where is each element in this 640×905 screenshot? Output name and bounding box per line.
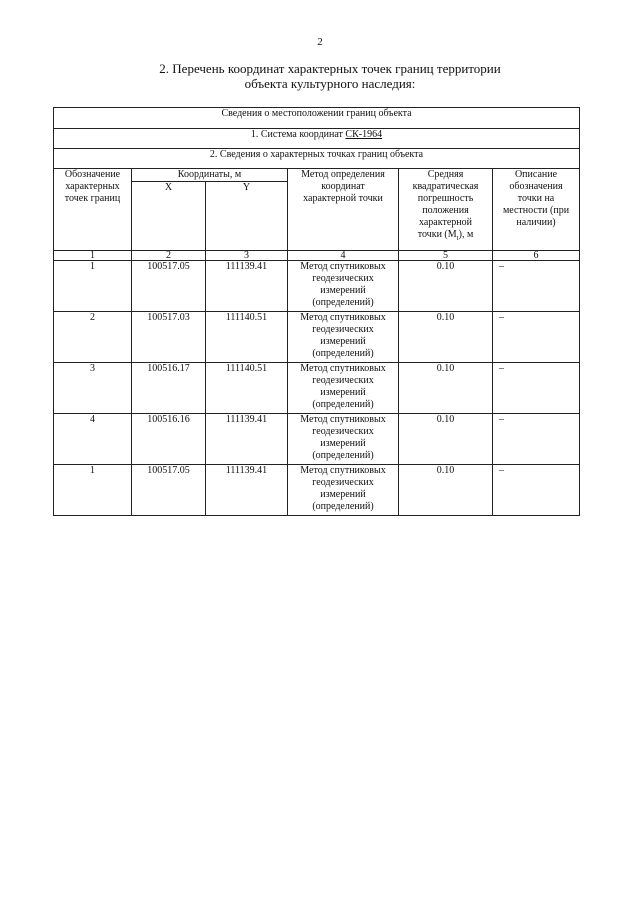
document-title-line-1: 2. Перечень координат характерных точек границ территории bbox=[159, 61, 501, 76]
table-row bbox=[54, 414, 580, 465]
cell-description: – bbox=[493, 363, 580, 414]
method-line: Метод спутниковых bbox=[300, 363, 386, 374]
header-method-line: характерной точки bbox=[303, 193, 383, 204]
header-error-line bbox=[401, 229, 490, 244]
cell-y: 111139.41 bbox=[206, 414, 288, 465]
method-line: геодезических bbox=[312, 426, 374, 437]
method-line: (определений) bbox=[312, 297, 374, 308]
cell-y: 111140.51 bbox=[206, 363, 288, 414]
cell-x: 100516.17 bbox=[132, 363, 206, 414]
header-error-line: Средняя bbox=[427, 169, 464, 180]
cell-y: 111140.51 bbox=[206, 312, 288, 363]
cell-y: 111139.41 bbox=[206, 261, 288, 312]
table-row bbox=[54, 465, 580, 516]
header-description-line: наличии) bbox=[516, 217, 556, 228]
document-title bbox=[120, 61, 540, 91]
header-designation-line: Обозначение bbox=[64, 169, 121, 180]
header-description bbox=[493, 169, 580, 251]
cell-point: 3 bbox=[54, 363, 132, 414]
header-error-text: ), м bbox=[458, 229, 474, 240]
column-number: 4 bbox=[288, 251, 399, 261]
header-method bbox=[288, 169, 399, 251]
header-error bbox=[399, 169, 493, 251]
header-designation-line: характерных bbox=[65, 181, 120, 192]
header-error-text: точки (M bbox=[417, 229, 457, 240]
cell-x: 100516.16 bbox=[132, 414, 206, 465]
coordinates-table bbox=[53, 107, 580, 516]
header-error-line: положения bbox=[422, 205, 469, 216]
method-line: измерений bbox=[320, 336, 366, 347]
header-coordinates: Координаты, м bbox=[132, 169, 288, 182]
page-number: 2 bbox=[317, 36, 323, 48]
header-error-line: погрешность bbox=[417, 193, 474, 204]
header-error-line: характерной bbox=[419, 217, 472, 228]
cell-x: 100517.03 bbox=[132, 312, 206, 363]
method-line: геодезических bbox=[312, 324, 374, 335]
cell-method bbox=[288, 465, 399, 516]
cell-point: 1 bbox=[54, 465, 132, 516]
method-line: (определений) bbox=[312, 501, 374, 512]
header-description-line: обозначения bbox=[509, 181, 563, 192]
coordinate-system-value: СК-1964 bbox=[345, 129, 383, 140]
method-line: Метод спутниковых bbox=[300, 414, 386, 425]
header-description-line: местности (при bbox=[502, 205, 570, 216]
table-row bbox=[54, 363, 580, 414]
cell-x: 100517.05 bbox=[132, 465, 206, 516]
header-error-subscript: t bbox=[456, 234, 459, 242]
cell-point: 4 bbox=[54, 414, 132, 465]
method-line: (определений) bbox=[312, 348, 374, 359]
method-line: измерений bbox=[320, 489, 366, 500]
method-line: измерений bbox=[320, 285, 366, 296]
header-y: Y bbox=[206, 182, 288, 251]
cell-method bbox=[288, 312, 399, 363]
method-line: Метод спутниковых bbox=[300, 465, 386, 476]
column-number: 5 bbox=[399, 251, 493, 261]
cell-method bbox=[288, 261, 399, 312]
header-description-line: точки на bbox=[517, 193, 555, 204]
cell-x: 100517.05 bbox=[132, 261, 206, 312]
method-line: (определений) bbox=[312, 399, 374, 410]
header-method-line: координат bbox=[321, 181, 365, 192]
cell-method bbox=[288, 414, 399, 465]
table-caption: Сведения о местоположении границ объекта bbox=[54, 108, 580, 129]
table-row bbox=[54, 312, 580, 363]
coordinate-system-row bbox=[54, 129, 580, 149]
cell-error: 0.10 bbox=[399, 465, 493, 516]
method-line: измерений bbox=[320, 438, 366, 449]
header-designation bbox=[54, 169, 132, 251]
table-row bbox=[54, 261, 580, 312]
method-line: геодезических bbox=[312, 273, 374, 284]
cell-description: – bbox=[493, 465, 580, 516]
header-method-line: Метод определения bbox=[301, 169, 385, 180]
cell-y: 111139.41 bbox=[206, 465, 288, 516]
cell-error: 0.10 bbox=[399, 414, 493, 465]
cell-description: – bbox=[493, 261, 580, 312]
method-line: Метод спутниковых bbox=[300, 312, 386, 323]
header-x: X bbox=[132, 182, 206, 251]
header-description-line: Описание bbox=[514, 169, 558, 180]
column-number: 1 bbox=[54, 251, 132, 261]
document-title-line-2: объекта культурного наследия: bbox=[244, 76, 416, 91]
cell-point: 1 bbox=[54, 261, 132, 312]
cell-error: 0.10 bbox=[399, 261, 493, 312]
column-number: 3 bbox=[206, 251, 288, 261]
cell-method bbox=[288, 363, 399, 414]
column-numbers-row bbox=[54, 251, 580, 261]
method-line: Метод спутниковых bbox=[300, 261, 386, 272]
header-error-line: квадратическая bbox=[412, 181, 479, 192]
method-line: измерений bbox=[320, 387, 366, 398]
cell-error: 0.10 bbox=[399, 363, 493, 414]
column-number: 2 bbox=[132, 251, 206, 261]
coordinate-system-label: 1. Система координат bbox=[250, 129, 346, 140]
method-line: геодезических bbox=[312, 375, 374, 386]
cell-description: – bbox=[493, 312, 580, 363]
cell-point: 2 bbox=[54, 312, 132, 363]
method-line: (определений) bbox=[312, 450, 374, 461]
cell-description: – bbox=[493, 414, 580, 465]
points-section-label: 2. Сведения о характерных точках границ объекта bbox=[54, 149, 580, 169]
cell-error: 0.10 bbox=[399, 312, 493, 363]
header-designation-line: точек границ bbox=[64, 193, 121, 204]
method-line: геодезических bbox=[312, 477, 374, 488]
column-number: 6 bbox=[493, 251, 580, 261]
